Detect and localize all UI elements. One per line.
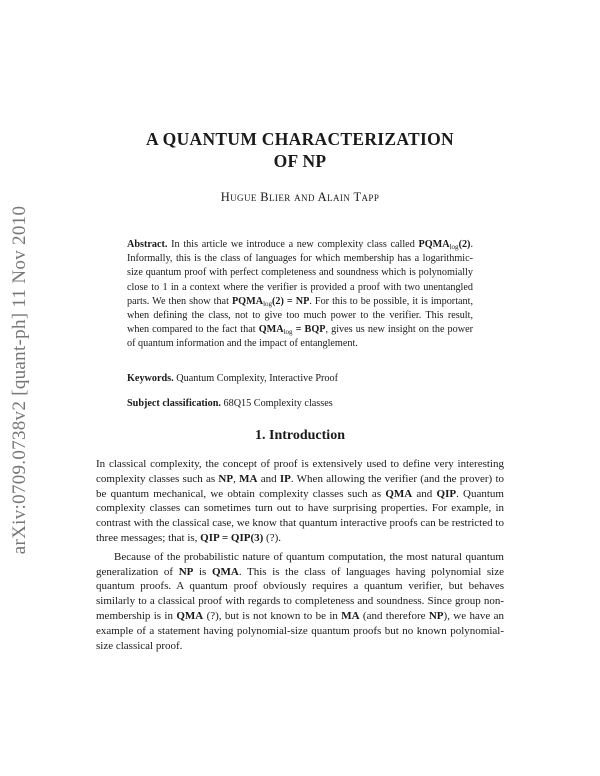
keywords-label: Keywords. (127, 373, 174, 384)
abstract-subscript: log (283, 328, 293, 337)
abstract-text: In this article we introduce a new complexity class called (171, 239, 415, 250)
arxiv-identifier (3, 180, 37, 580)
complexity-class: QIP (436, 487, 457, 500)
authors: Hugue Blier and Alain Tapp (220, 190, 380, 204)
abstract-text: , gives us new insight on the power of quantum information and the impact of entanglement. (127, 324, 474, 350)
subject-classification (127, 398, 473, 409)
abstract-text: . For this to be possible, it is important, when defining the class, not to give too much power to the verifier. This result, when compared to the fact that (127, 295, 474, 336)
complexity-class: MA (341, 609, 360, 622)
complexity-class: IP (279, 472, 291, 485)
section-heading: 1. Introduction (255, 428, 345, 443)
paragraph-text: ), we have an example of a statement having polynomial-size quantum proofs but no known polynomial-size classical proof. (96, 609, 504, 652)
keywords-value: Quantum Complexity, Interactive Proof (176, 373, 338, 384)
complexity-class: NP (178, 565, 194, 578)
paragraph-text: (and therefore (359, 609, 429, 622)
paragraph-text: . When allowing the verifier (and the prover) to be quantum mechanical, we obtain complexity classes such as (96, 472, 504, 500)
paragraph-1 (96, 457, 504, 653)
abstract-label: Abstract. (127, 239, 168, 250)
abstract-class: = BQP (292, 324, 326, 336)
complexity-class: QMA (176, 609, 204, 622)
title-line-1: A QUANTUM CHARACTERIZATION (146, 129, 454, 149)
keywords (127, 373, 473, 384)
title-line-2: OF NP (273, 151, 327, 171)
abstract (127, 238, 473, 352)
subject-value: 68Q15 Complexity classes (223, 398, 333, 409)
abstract-text: . Informally, this is the class of languages for which membership has a logarithmic-size quantum proof with perfect completeness and soundness which is polynomially close to 1 in a context where the verifier is provided a proof with two unentangled parts. We then show that (127, 239, 473, 307)
paragraph-text: . This is the class of languages having polynomial size quantum proofs. A quantum proof obviously requires a quantum verifier, but behaves similarly to a classical proof with regards to completeness and soundness. Since group non-membership is in (96, 565, 504, 622)
abstract-subscript: log (263, 299, 273, 308)
paragraph-text: is (193, 565, 212, 578)
abstract-class: (2) (458, 239, 471, 250)
paper-title (100, 128, 500, 172)
paragraph-text: Because of the probabilistic nature of quantum computation, the most natural quantum generalization of (96, 550, 504, 578)
paragraph-text: (?), but is not known to be in (203, 609, 342, 622)
paragraph-text: and (412, 487, 437, 500)
paragraph-text: and (257, 472, 280, 485)
complexity-class: QMA (385, 487, 413, 500)
arxiv-identifier-text: arXiv:0709.0738v2 [quant-ph] 11 Nov 2010 (9, 205, 30, 555)
abstract-class: PQMA (418, 239, 450, 250)
paragraph-text: In classical complexity, the concept of proof is extensively used to define very interesting complexity classes such as (96, 458, 504, 485)
paragraph-text: . Quantum complexity classes can sometimes turn out to have surprising properties. For example, in contrast with the classical case, we know that quantum interactive proofs can be restricted to three messages; that is, (96, 487, 504, 544)
abstract-class: PQMA (231, 295, 264, 307)
complexity-class: NP (218, 472, 234, 485)
subject-label: Subject classification. (127, 398, 221, 409)
complexity-class: NP (428, 609, 444, 622)
complexity-class: MA (239, 472, 258, 485)
complexity-class: QIP = QIP(3) (200, 531, 264, 544)
paragraph-text: (?). (263, 531, 281, 544)
abstract-class: (2) = NP (272, 295, 310, 307)
complexity-class: QMA (211, 565, 239, 578)
abstract-subscript: log (449, 243, 459, 251)
abstract-class: QMA (258, 324, 284, 336)
paragraph-text: , (233, 472, 240, 485)
